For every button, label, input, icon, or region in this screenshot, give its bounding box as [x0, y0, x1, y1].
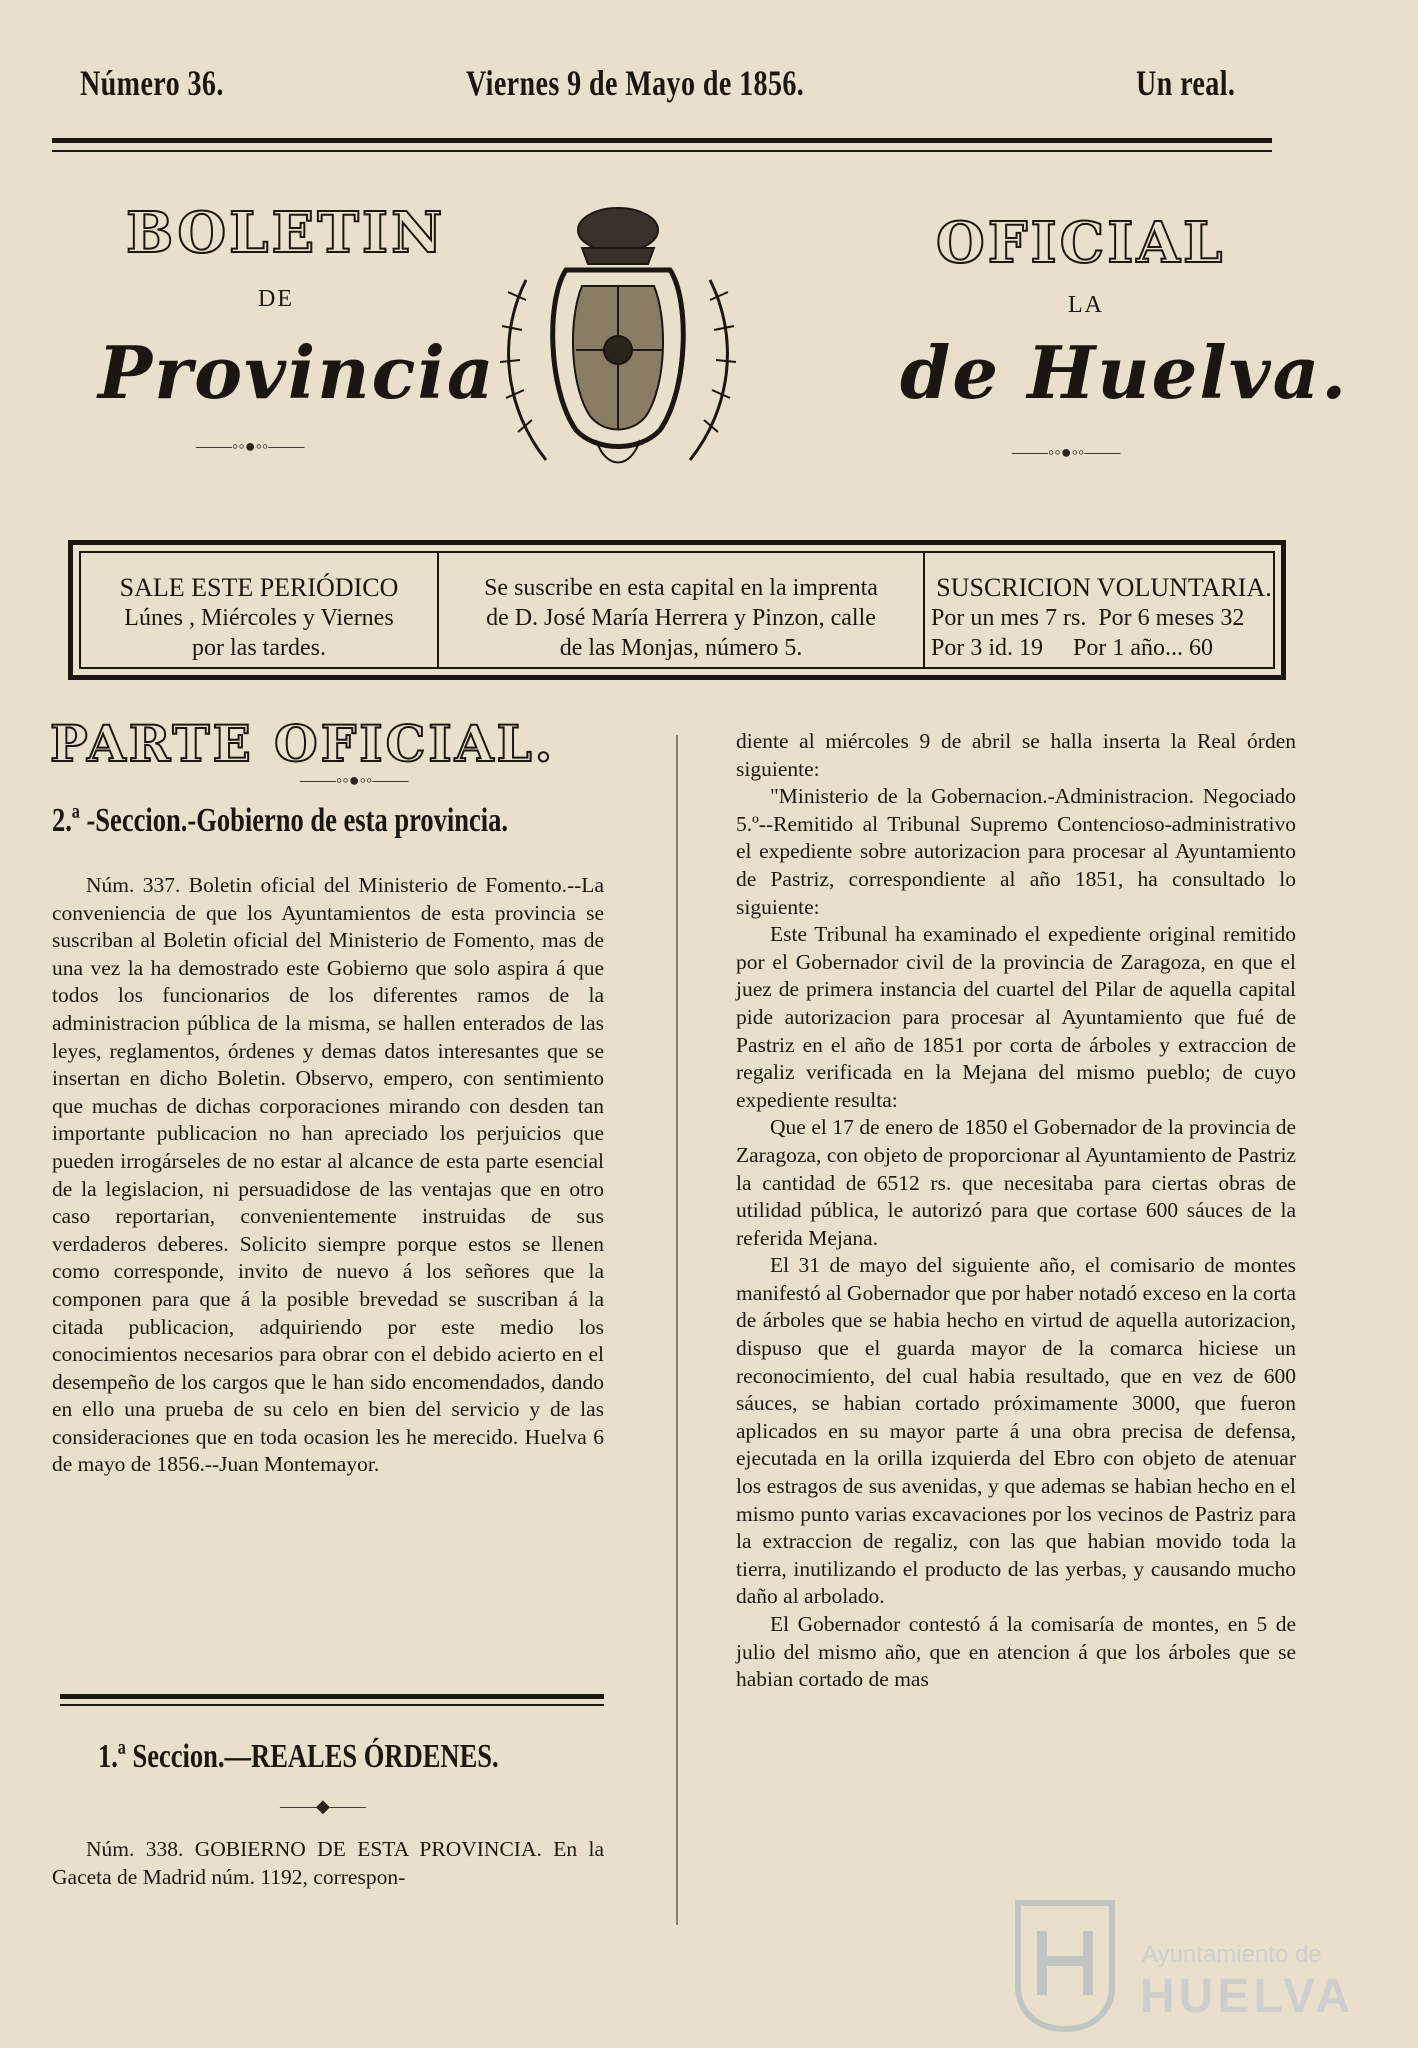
article-337 [52, 872, 604, 1479]
ornament-left: ——◦◦●◦◦—— [196, 436, 305, 456]
issue-price: Un real. [1136, 63, 1236, 103]
column-divider [676, 735, 678, 1925]
parte-oficial-heading: PARTE OFICIAL. [50, 714, 556, 773]
royal-order-text [736, 728, 1296, 1694]
location-line-2: de D. José María Herrera y Pinzon, calle [486, 605, 876, 631]
ornament-parte-oficial: ——◦◦●◦◦—— [300, 770, 409, 790]
title-de-huelva: de Huelva. [900, 330, 1349, 415]
royal-order-ministry: "Ministerio de la Gobernacion.-Administracion. Negociado 5.º--Remitido al Tribunal Supremo Contencioso-administrativo el expediente sobre autorizacion para procesar al Ayuntamiento de Pastriz, correspondiente al año 1851, ha consultado lo siguiente: [736, 784, 1296, 919]
subscription-prices [927, 553, 1277, 667]
top-rule-thick [52, 138, 1272, 143]
royal-order-facts-1851: El 31 de mayo del siguiente año, el comisario de montes manifestó al Gobernador que por haber notadó exceso en la corta de árboles que se habia hecho en virtud de aquella autorizacion, dispuso que el guarda mayor de la comarca hiciese un reconocimiento, del cual habia resultado, que en vez de 600 sáuces, se habian cortado próximamente 3000, que fueron aplicados en su mayor parte á una obra precisa de defensa, ejecutada en la orilla izquierda del Ebro con objeto de atenuar los estragos de sus avenidas, y que ademas se habian hecho en el mismo punto varias excavaciones por los vecinos de Pastriz para la extraccion de regaliz, con las que habian movido toda la tierra, inutilizando el producto de las yerbas, y causando mucho daño al arbolado. [736, 1253, 1296, 1609]
subscription-location [441, 553, 921, 667]
article-338 [52, 1836, 604, 1891]
info-divider-2 [923, 553, 925, 667]
title-la: LA [1068, 292, 1104, 318]
ornament-section-1: ——◆—— [280, 1796, 366, 1816]
section-1-title: 1.ª Seccion.—REALES ÓRDENES. [98, 1738, 499, 1775]
top-rule-thin [52, 150, 1272, 152]
ornament-right: ——◦◦●◦◦—— [1012, 442, 1121, 462]
schedule-heading: SALE ESTE PERIÓDICO [119, 573, 399, 602]
section-rule-thick [60, 1694, 604, 1699]
title-de: DE [258, 286, 294, 312]
title-boletin: BOLETIN [126, 200, 446, 266]
publication-schedule [81, 553, 437, 667]
royal-order-governor-reply: El Gobernador contestó á la comisaría de montes, en 5 de julio del mismo año, que en atencion á que los árboles que se habian cortado de mas [736, 1612, 1296, 1692]
section-2-title: 2.ª -Seccion.-Gobierno de esta provincia. [52, 802, 509, 839]
schedule-days: Lúnes , Miércoles y Viernes [124, 605, 394, 631]
article-338-text: Núm. 338. GOBIERNO DE ESTA PROVINCIA. En la Gaceta de Madrid núm. 1192, correspon- [52, 1837, 604, 1889]
issue-number: Número 36. [80, 63, 224, 103]
title-oficial: OFICIAL [936, 210, 1226, 276]
royal-order-intro: diente al miércoles 9 de abril se halla inserta la Real órden siguiente: [736, 729, 1296, 781]
section-rule-thin [60, 1704, 604, 1706]
location-line-3: de las Monjas, número 5. [559, 635, 803, 661]
prices-line-1: Por un mes 7 rs. Por 6 meses 32 [931, 605, 1245, 631]
watermark-line-2: HUELVA [1140, 1970, 1355, 2023]
watermark-line-1: Ayuntamiento de [1142, 1941, 1322, 1968]
prices-heading: SUSCRICION VOLUNTARIA. [936, 573, 1272, 602]
royal-order-tribunal: Este Tribunal ha examinado el expediente original remitido por el Gobernador civil de la provincia de Zaragoza, en que el juez de primera instancia del cuartel del Pilar de aquella capital pide autorizacion para procesar al Ayuntamiento que fué de Pastriz en el año de 1851 por corta de árboles y extraccion de regaliz verificada en la Mejana del mismo pueblo; de cuyo expediente resulta: [736, 922, 1296, 1112]
issue-date: Viernes 9 de Mayo de 1856. [466, 63, 805, 103]
schedule-time: por las tardes. [192, 635, 326, 661]
coat-of-arms-emblem [486, 190, 750, 490]
subscription-info-box [68, 540, 1286, 680]
info-divider-1 [437, 553, 439, 667]
watermark-shield-icon [1010, 1895, 1120, 2035]
location-line-1: Se suscribe en esta capital en la imprenta [484, 575, 878, 601]
title-provincia: Provincia [98, 330, 496, 415]
prices-line-2: Por 3 id. 19 Por 1 año... 60 [931, 635, 1213, 661]
huelva-council-watermark [1010, 1895, 1355, 2035]
article-337-text: Núm. 337. Boletin oficial del Ministerio de Fomento.--La conveniencia de que los Ayuntamientos de esta provincia se suscriban al Boletin oficial del Ministerio de Fomento, mas de una vez la ha demostrado este Gobierno que solo aspira á que todos los funcionarios de los diferentes ramos de la administracion pública de la misma, se hallen enterados de las leyes, reglamentos, órdenes y demas datos interesantes que se insertan en dicho Boletin. Observo, empero, con sentimiento que muchas de dichas corporaciones mirando con desden tan importante publicacion no han apreciado los perjuicios que pueden irrogárseles de no estar al alcance de esta parte esencial de la legislacion, ni persuadidose de las ventajas que en otro caso reportarian, convenientemente instruidas de sus verdaderos deberes. Solicito siempre porque estos se llenen como corresponde, invito de nuevo á los señores que la componen para que á la posible brevedad se suscriban á la citada publicacion, adquiriendo por este medio los conocimientos necesarios para obrar con el debido acierto en el desempeño de los cargos que le han sido encomendados, dando en ello una prueba de su celo en bien del servicio y de las consideraciones que en toda ocasion les he merecido. Huelva 6 de mayo de 1856.--Juan Montemayor. [52, 873, 604, 1477]
royal-order-facts-1850: Que el 17 de enero de 1850 el Gobernador de la provincia de Zaragoza, con objeto de proporcionar al Ayuntamiento de Pastriz la cantidad de 6512 rs. que necesitaba para ciertas obras de utilidad pública, le autorizó para que cortase 600 sáuces de la referida Mejana. [736, 1115, 1296, 1250]
